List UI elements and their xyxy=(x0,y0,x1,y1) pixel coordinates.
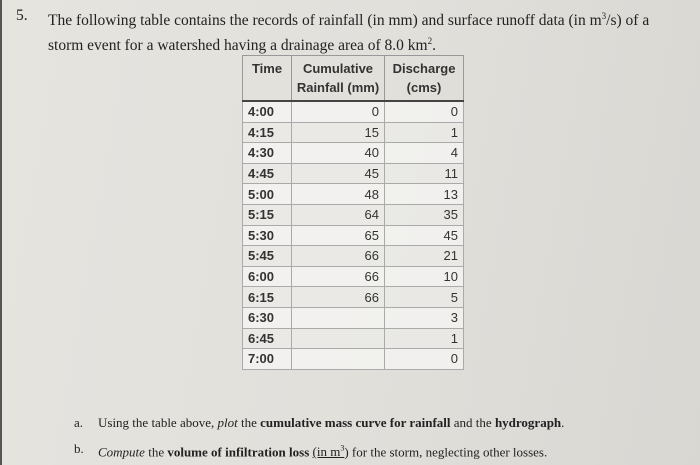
sub-questions xyxy=(74,410,564,465)
discharge-cell: 1 xyxy=(385,328,464,349)
header-rainfall: Cumulative Rainfall (mm) xyxy=(292,56,385,102)
time-cell: 6:00 xyxy=(243,266,292,287)
table-row xyxy=(243,328,464,349)
time-cell: 4:45 xyxy=(243,163,292,184)
time-cell: 4:30 xyxy=(243,143,292,164)
discharge-cell: 0 xyxy=(385,349,464,370)
table-row xyxy=(243,163,464,184)
rainfall-cell: 15 xyxy=(292,122,385,143)
time-cell: 6:45 xyxy=(243,328,292,349)
part-b: b. Compute the volume of infiltration loss (in $m^3$) for the storm, neglecting other losses. xyxy=(74,441,548,460)
time-cell: 7:00 xyxy=(243,349,292,370)
time-cell: 5:15 xyxy=(243,204,292,225)
rainfall-cell: 65 xyxy=(292,225,385,246)
discharge-cell: 5 xyxy=(385,287,464,308)
time-cell: 6:30 xyxy=(243,307,292,328)
discharge-cell: 45 xyxy=(385,225,464,246)
table-header-row xyxy=(243,56,464,102)
time-cell: 6:15 xyxy=(243,287,292,308)
table-row xyxy=(243,204,464,225)
time-cell: 5:30 xyxy=(243,225,292,246)
discharge-cell: 35 xyxy=(385,204,464,225)
time-cell: 5:45 xyxy=(243,246,292,267)
rainfall-cell: 64 xyxy=(292,204,385,225)
discharge-cell: 1 xyxy=(385,122,464,143)
table-row xyxy=(243,184,464,205)
table-row xyxy=(243,266,464,287)
discharge-cell: 11 xyxy=(385,163,464,184)
rainfall-cell: 66 xyxy=(292,246,385,267)
header-time: Time xyxy=(243,56,292,102)
rainfall-cell: 66 xyxy=(292,287,385,308)
time-cell: 4:15 xyxy=(243,122,292,143)
rainfall-cell: 48 xyxy=(292,184,385,205)
table-row xyxy=(243,307,464,328)
table-row xyxy=(243,349,464,370)
time-cell: 5:00 xyxy=(243,184,292,205)
question-text: The following table contains the records of rainfall (in mm) and surface runoff data (in $m^3/s$) of a storm event for a watershed having a drainage area of 8.0 $km^2$. xyxy=(48,11,650,55)
rainfall-cell: 45 xyxy=(292,163,385,184)
discharge-cell: 0 xyxy=(385,101,464,122)
time-cell: 4:00 xyxy=(243,101,292,122)
rainfall-cell xyxy=(292,328,385,349)
table-row xyxy=(243,225,464,246)
rainfall-cell xyxy=(292,349,385,370)
table-row xyxy=(243,287,464,308)
discharge-cell: 10 xyxy=(385,266,464,287)
discharge-cell: 4 xyxy=(385,143,464,164)
discharge-cell: 13 xyxy=(385,184,464,205)
data-table xyxy=(242,55,464,370)
header-discharge: Discharge (cms) xyxy=(385,56,464,102)
rainfall-cell xyxy=(292,307,385,328)
rainfall-cell: 66 xyxy=(292,266,385,287)
table-row xyxy=(243,246,464,267)
discharge-cell: 3 xyxy=(385,307,464,328)
rainfall-cell: 40 xyxy=(292,143,385,164)
table-row xyxy=(243,101,464,122)
question-number: 5. xyxy=(16,7,28,24)
discharge-cell: 21 xyxy=(385,246,464,267)
rainfall-cell: 0 xyxy=(292,101,385,122)
table-row xyxy=(243,122,464,143)
part-a: a. Using the table above, plot the cumulative mass curve for rainfall and the hydrograph. xyxy=(74,415,565,430)
table-row xyxy=(243,143,464,164)
